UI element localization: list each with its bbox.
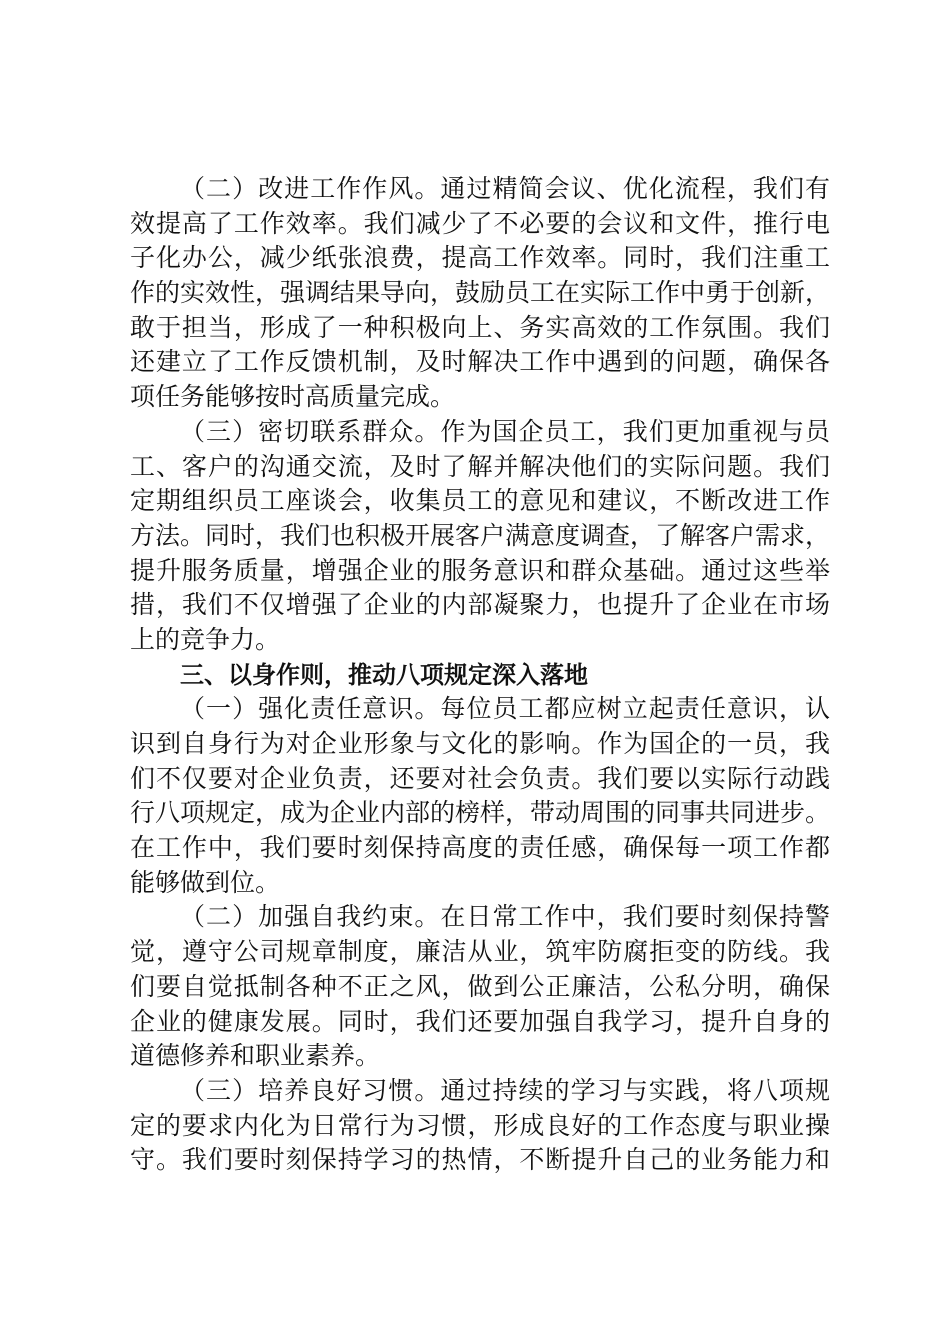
paragraph-line: 作的实效性，强调结果导向，鼓励员工在实际工作中勇于创新， (130, 278, 831, 308)
paragraph-line: 敢于担当，形成了一种积极向上、务实高效的工作氛围。我们 (130, 312, 830, 342)
paragraph-line: 们不仅要对企业负责，还要对社会负责。我们要以实际行动践 (130, 763, 830, 793)
paragraph-line: 提升服务质量，增强企业的服务意识和群众基础。通过这些举 (130, 555, 830, 585)
paragraph-line: 上的竞争力。 (130, 624, 281, 654)
paragraph (130, 900, 830, 1073)
paragraph (130, 172, 830, 415)
paragraph-line: 项任务能够按时高质量完成。 (130, 382, 456, 412)
paragraph-line: （三）培养良好习惯。通过持续的学习与实践，将八项规 (180, 1075, 830, 1105)
paragraph-line: 觉，遵守公司规章制度，廉洁从业，筑牢防腐拒变的防线。我 (130, 937, 830, 967)
paragraph-line: 子化办公，减少纸张浪费，提高工作效率。同时，我们注重工 (130, 243, 830, 273)
paragraph-line: 还建立了工作反馈机制，及时解决工作中遇到的问题，确保各 (130, 347, 830, 377)
paragraph-line: （三）密切联系群众。作为国企员工，我们更加重视与员 (180, 416, 830, 446)
paragraph-line: 方法。同时，我们也积极开展客户满意度调查，了解客户需求， (130, 520, 831, 550)
paragraph-line: 效提高了工作效率。我们减少了不必要的会议和文件，推行电 (130, 208, 830, 238)
paragraph-line: 们要自觉抵制各种不正之风，做到公正廉洁，公私分明，确保 (130, 971, 830, 1001)
paragraph (130, 1074, 830, 1178)
paragraph-line: 能够做到位。 (130, 867, 281, 897)
paragraph-line: 识到自身行为对企业形象与文化的影响。作为国企的一员，我 (130, 729, 830, 758)
paragraph-line: 在工作中，我们要时刻保持高度的责任感，确保每一项工作都 (130, 833, 830, 863)
paragraph-line: （一）强化责任意识。每位员工都应树立起责任意识，认 (180, 694, 830, 724)
paragraph (130, 692, 830, 900)
paragraph-line: 定的要求内化为日常行为习惯，形成良好的工作态度与职业操 (130, 1110, 830, 1140)
paragraph-line: （二）改进工作作风。通过精简会议、优化流程，我们有 (180, 174, 830, 203)
paragraph-line: 工、客户的沟通交流，及时了解并解决他们的实际问题。我们 (130, 451, 830, 481)
document-body (130, 172, 830, 1178)
paragraph-line: 守。我们要时刻保持学习的热情，不断提升自己的业务能力和 (130, 1145, 830, 1175)
paragraph-line: 道德修养和职业素养。 (130, 1041, 381, 1071)
paragraph-line: 企业的健康发展。同时，我们还要加强自我学习，提升自身的 (130, 1006, 830, 1036)
paragraph (130, 415, 830, 658)
paragraph-line: 定期组织员工座谈会，收集员工的意见和建议，不断改进工作 (130, 486, 830, 516)
paragraph-line: 行八项规定，成为企业内部的榜样，带动周围的同事共同进步。 (130, 798, 831, 828)
paragraph-line: 措，我们不仅增强了企业的内部凝聚力，也提升了企业在市场 (130, 590, 830, 620)
section-heading: 三、以身作则，推动八项规定深入落地 (180, 660, 588, 689)
paragraph-line: （二）加强自我约束。在日常工作中，我们要时刻保持警 (180, 902, 830, 932)
